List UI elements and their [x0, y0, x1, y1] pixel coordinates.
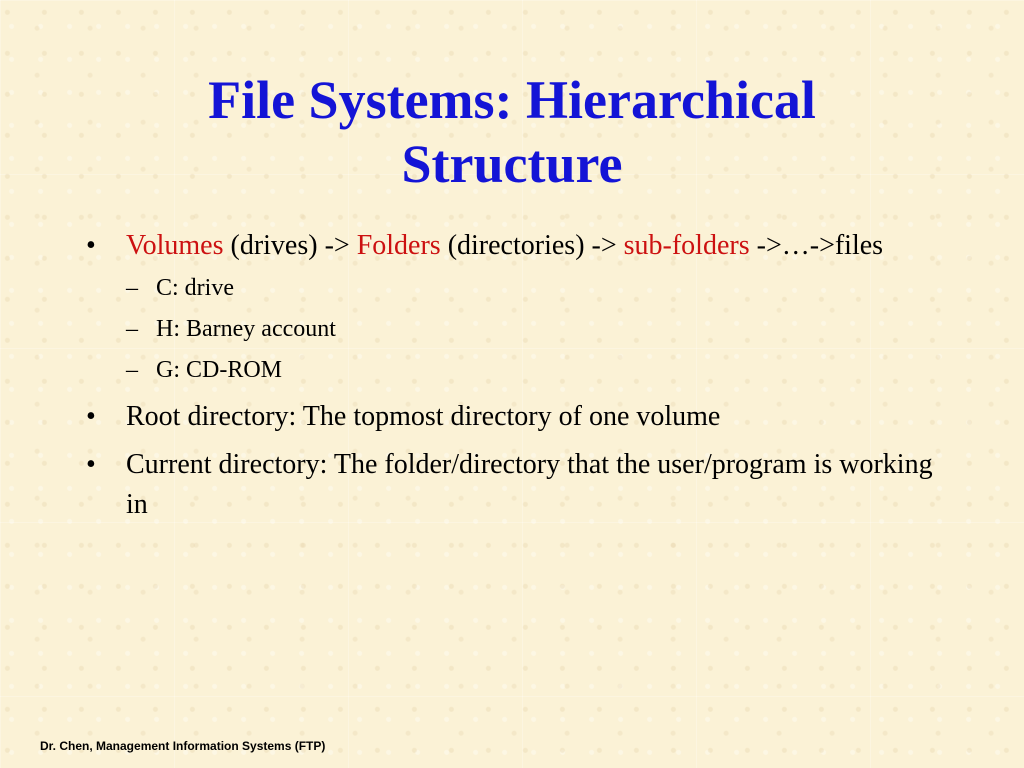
term-volumes: Volumes [126, 230, 224, 261]
slide-content [86, 226, 946, 525]
term-folders: Folders [356, 230, 441, 261]
text-files: ->…->files [749, 230, 884, 261]
bullet-icon: • [86, 449, 96, 480]
sub-item-label: G: CD-ROM [156, 357, 283, 383]
sub-item-label: H: Barney account [156, 316, 336, 342]
bullet-text: Current directory: The folder/directory that the user/program is working in [126, 449, 933, 520]
title-line-2: Structure [401, 134, 623, 194]
footer-credit: Dr. Chen, Management Information Systems (FTP) [40, 739, 326, 753]
bullet-volumes [86, 226, 946, 266]
sub-list-volumes [126, 268, 946, 391]
bullet-text: Root directory: The topmost directory of one volume [126, 401, 721, 432]
sub-item-label: C: drive [156, 275, 234, 301]
term-sub-folders: sub-folders [623, 230, 750, 261]
text-directories: (directories) -> [440, 230, 624, 261]
bullet-current-directory [86, 445, 946, 525]
bullet-icon: • [86, 230, 96, 261]
title-line-1: File Systems: Hierarchical [208, 70, 816, 130]
bullet-icon: • [86, 401, 96, 432]
text-drives: (drives) -> [223, 230, 357, 261]
sub-item-h-drive [126, 309, 946, 350]
bullet-root-directory [86, 397, 946, 437]
dash-icon: – [126, 275, 138, 301]
sub-item-c-drive [126, 268, 946, 309]
slide-title [0, 68, 1024, 196]
sub-item-g-drive [126, 350, 946, 391]
dash-icon: – [126, 357, 138, 383]
dash-icon: – [126, 316, 138, 342]
